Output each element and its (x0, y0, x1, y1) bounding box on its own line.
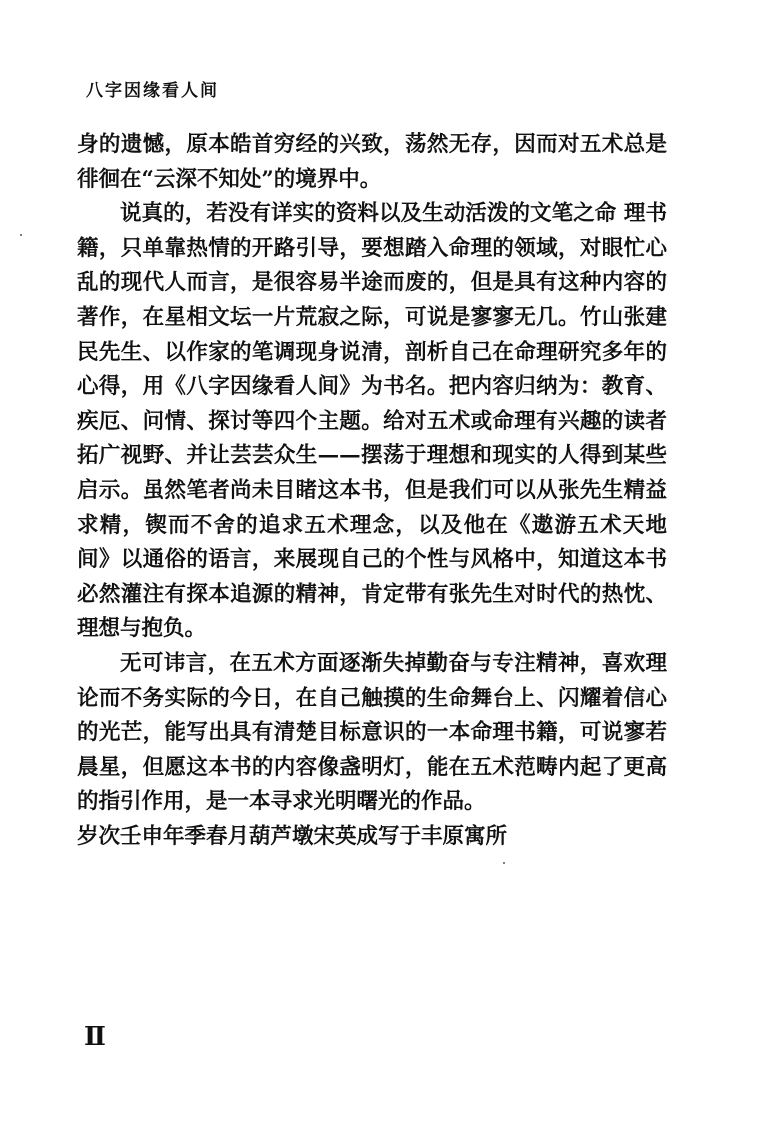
author-signature-line: 岁次壬申年季春月葫芦墩宋英成写于丰原寓所 (77, 823, 508, 849)
body-text (77, 128, 667, 854)
paragraph-continued: 身的遗憾，原本皓首穷经的兴致，荡然无存，因而对五术总是徘徊在“云深不知处”的境界中。 (77, 132, 667, 192)
running-head-title: 八字因缘看人间 (86, 81, 219, 101)
page-number: Ⅱ (84, 1022, 106, 1052)
paragraph: 说真的，若没有详实的资料以及生动活泼的文笔之命 理书籍，只单靠热情的开路引导，要想踏入命理的领域，对眼忙心乱的现代人而言，是很容易半途而废的，但是具有这种内容的著作，在星相文坛一片荒寂之际，可说是寥寥无几。竹山张建民先生、以作家的笔调现身说清，剖析自己在命理研究多年的心得，用《八字因缘看人间》为书名。把内容归纳为：教育、疾厄、问情、探讨等四个主题。给对五术或命理有兴趣的读者拓广视野、并让芸芸众生——摆荡于理想和现实的人得到某些启示。虽然笔者尚未目睹这本书，但是我们可以从张先生精益求精，锲而不舍的追求五术理念，以及他在《遨游五术天地间》以通俗的语言，来展现自己的个性与风格中，知道这本书必然灌注有探本追源的精神，肯定带有张先生对时代的热忱、理想与抱负。 (77, 201, 667, 642)
scan-speck (503, 862, 505, 864)
scan-speck (20, 234, 22, 236)
paragraph: 无可讳言，在五术方面逐渐失掉勤奋与专注精神，喜欢理论而不务实际的今日，在自己触摸的生命舞台上、闪耀着信心的光芒，能写出具有清楚目标意识的一本命理书籍，可说寥若晨星，但愿这本书的内容像盏明灯，能在五术范畴内起了更高的指引作用，是一本寻求光明曙光的作品。 (77, 650, 667, 815)
